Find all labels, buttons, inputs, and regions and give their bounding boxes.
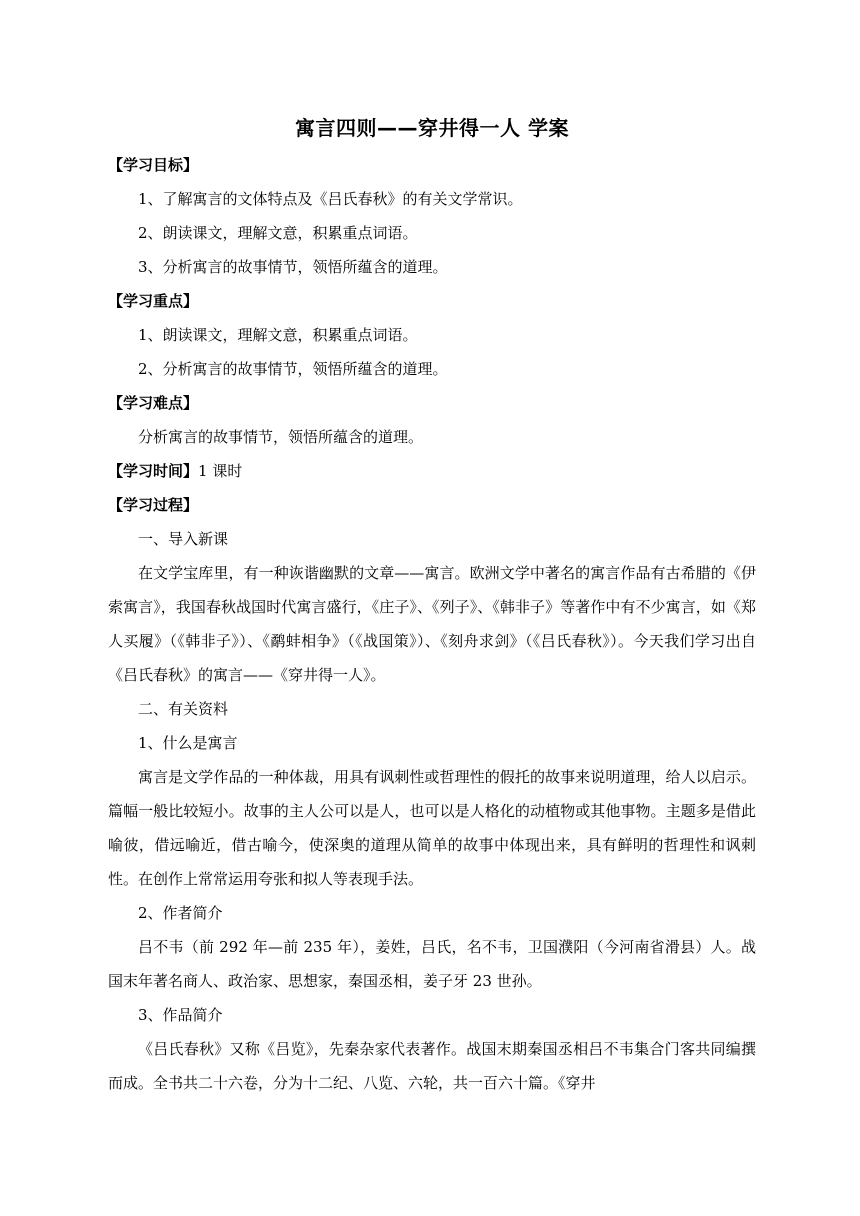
- objective-item-2: 2、朗读课文，理解文意，积累重点词语。: [138, 224, 418, 242]
- sub2-heading: 2、作者简介: [138, 904, 223, 922]
- part1-heading: 一、导入新课: [138, 530, 229, 548]
- objectives-heading: 【学习目标】: [108, 156, 199, 174]
- document-title: 寓言四则——穿井得一人 学案: [295, 116, 569, 140]
- sub2-paragraph: 吕不韦（前 292 年—前 235 年），姜姓，吕氏，名不韦，卫国濮阳（今河南省滑县）人。战国末年著名商人、政治家、思想家，秦国丞相，姜子牙 23 世孙。: [108, 938, 756, 990]
- study-time-heading: 【学习时间】: [108, 462, 199, 480]
- document-page: [108, 112, 756, 1100]
- part1-paragraph: 在文学宝库里，有一种诙谐幽默的文章——寓言。欧洲文学中著名的寓言作品有古希腊的《伊索寓言》，我国春秋战国时代寓言盛行，《庄子》、《列子》、《韩非子》等著作中有不少寓言，如《郑人买履》（《韩非子》）、《鹬蚌相争》（《战国策》）、《刻舟求剑》（《吕氏春秋》）。今天我们学习出自《吕氏春秋》的寓言——《穿井得一人》。: [108, 564, 756, 684]
- difficulty-item-1: 分析寓言的故事情节，领悟所蕴含的道理。: [138, 428, 424, 446]
- difficulties-heading: 【学习难点】: [108, 394, 199, 412]
- sub1-paragraph: 寓言是文学作品的一种体裁，用具有讽刺性或哲理性的假托的故事来说明道理，给人以启示。篇幅一般比较短小。故事的主人公可以是人，也可以是人格化的动植物或其他事物。主题多是借此喻彼，借远喻近，借古喻今，使深奥的道理从简单的故事中体现出来，具有鲜明的哲理性和讽刺性。在创作上常常运用夸张和拟人等表现手法。: [108, 768, 756, 888]
- study-time-row: [108, 454, 756, 488]
- key-point-item-1: 1、朗读课文，理解文意，积累重点词语。: [138, 326, 418, 344]
- sub1-heading: 1、什么是寓言: [138, 734, 238, 752]
- objective-item-1: 1、了解寓言的文体特点及《吕氏春秋》的有关文学常识。: [138, 190, 523, 208]
- key-point-item-2: 2、分析寓言的故事情节，领悟所蕴含的道理。: [138, 360, 448, 378]
- part2-heading: 二、有关资料: [138, 700, 229, 718]
- objective-item-3: 3、分析寓言的故事情节，领悟所蕴含的道理。: [138, 258, 448, 276]
- study-time-value: 1 课时: [198, 462, 243, 480]
- process-heading: 【学习过程】: [108, 496, 199, 514]
- sub3-paragraph: 《吕氏春秋》又称《吕览》，先秦杂家代表著作。战国末期秦国丞相吕不韦集合门客共同编撰而成。全书共二十六卷，分为十二纪、八览、六轮，共一百六十篇。《穿井: [108, 1040, 756, 1092]
- key-points-heading: 【学习重点】: [108, 292, 199, 310]
- sub3-heading: 3、作品简介: [138, 1006, 223, 1024]
